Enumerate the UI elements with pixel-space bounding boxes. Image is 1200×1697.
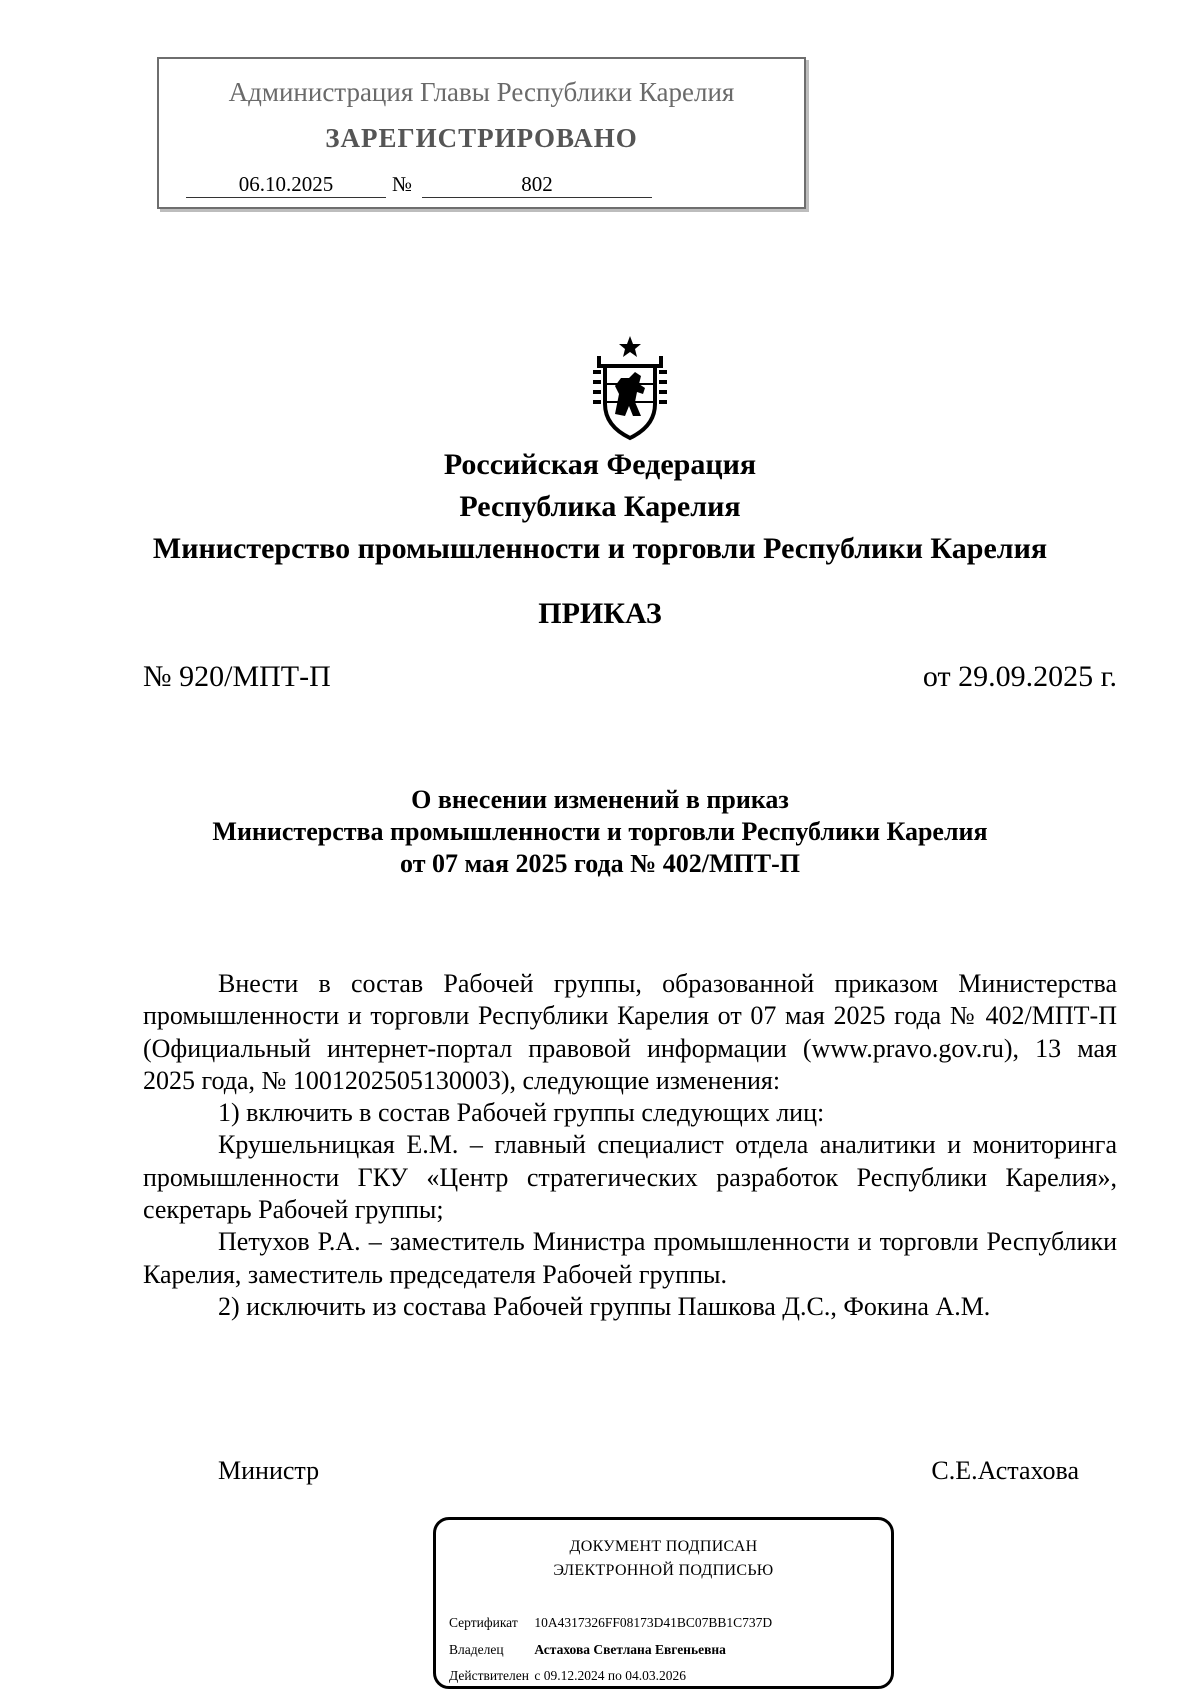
body-paragraph-person-1: Крушельницкая Е.М. – главный специалист отдела аналитики и мониторинга промышленности ГКУ «Центр стратегических разработок Республики Карелия», секретарь Рабочей группы; [143,1130,1117,1225]
esig-certificate-label: Сертификат [449,1615,518,1630]
order-date: от 29.09.2025 г. [922,660,1117,693]
document-type-heading: ПРИКАЗ [538,597,662,630]
esig-owner-value: Астахова Светлана Евгеньевна [534,1642,726,1657]
esig-owner-label: Владелец [449,1642,504,1657]
body-paragraph-person-2: Петухов Р.А. – заместитель Министра промышленности и торговли Республики Карелия, заместитель председателя Рабочей группы. [143,1227,1117,1289]
registration-stamp [157,57,806,209]
registration-date: 06.10.2025 [186,171,386,198]
republic-heading: Республика Карелия [459,490,741,523]
subject-line-3: от 07 мая 2025 года № 402/МПТ-П [400,849,800,878]
body-paragraph-item-2: 2) исключить из состава Рабочей группы Пашкова Д.С., Фокина А.М. [218,1291,991,1321]
country-heading: Российская Федерация [443,448,757,481]
subject-line-1: О внесении изменений в приказ [411,785,789,814]
esig-certificate-value: 10A4317326FF08173D41BC07BB1C737D [534,1615,773,1630]
registration-organization: Администрация Главы Республики Карелия [228,77,735,107]
esig-validity-row [449,1668,686,1684]
signer-title: Министр [218,1456,320,1485]
document-body [143,968,1117,1323]
esig-owner-row [449,1642,726,1658]
electronic-signature-stamp [433,1517,894,1689]
esig-validity-value: с 09.12.2024 по 04.03.2026 [534,1668,686,1683]
signer-name: С.Е.Астахова [931,1456,1079,1485]
registration-number: 802 [422,171,652,198]
esig-certificate-row [449,1615,772,1631]
esig-validity-label: Действителен [449,1668,529,1683]
body-paragraph-item-1: 1) включить в состав Рабочей группы следующих лиц: [218,1098,825,1128]
subject-line-2: Министерства промышленности и торговли Республики Карелия [212,817,988,846]
registration-number-sign: № [392,172,413,196]
ministry-heading: Министерство промышленности и торговли Республики Карелия [152,532,1048,565]
esig-title-line-2: ЭЛЕКТРОННОЙ ПОДПИСЬЮ [553,1562,774,1579]
republic-of-karelia-coat-of-arms-icon [585,334,675,442]
registration-status: ЗАРЕГИСТРИРОВАНО [325,123,638,153]
esig-title-line-1: ДОКУМЕНТ ПОДПИСАН [569,1538,758,1555]
body-paragraph-intro: Внести в состав Рабочей группы, образованной приказом Министерства промышленности и торговли Республики Карелия от 07 мая 2025 года № 402/МПТ-П (Официальный интернет-портал правовой информации (www.pravo.gov.ru), 13 мая 2025 года, № 1001202505130003), следующие изменения: [143,969,1117,1095]
order-number: № 920/МПТ-П [143,660,331,693]
